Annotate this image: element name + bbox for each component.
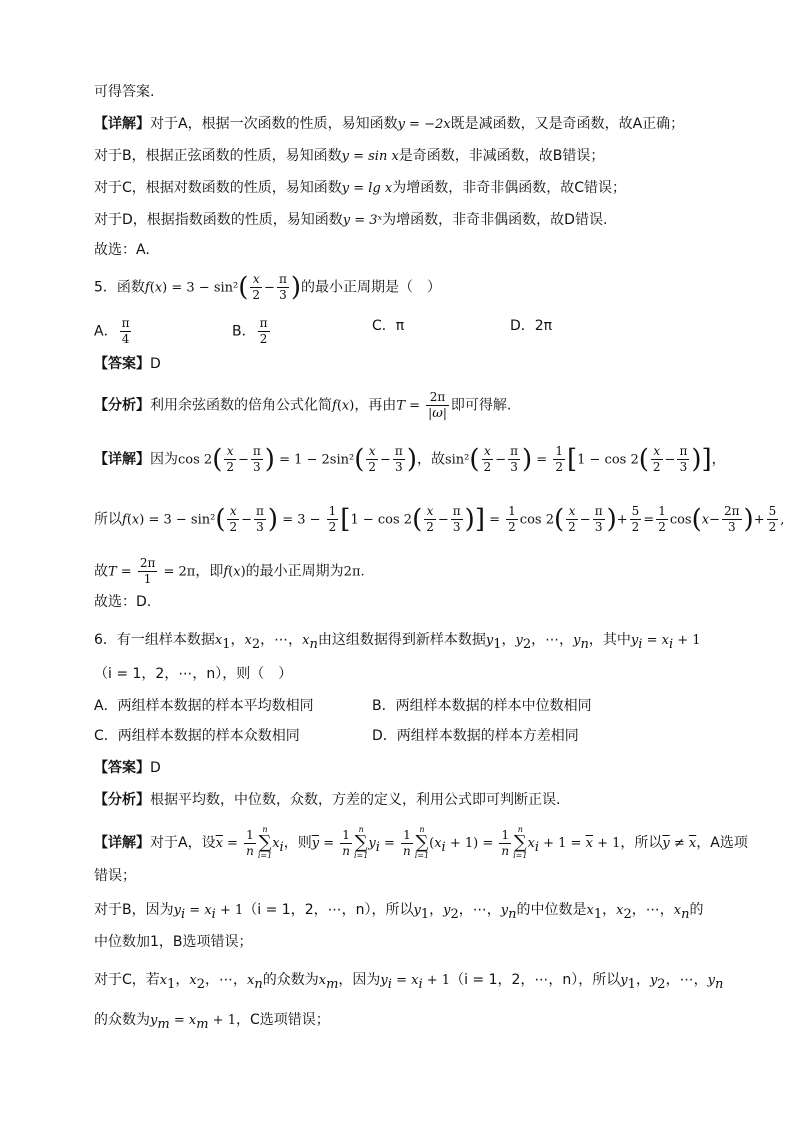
option-b: B． $\frac{\pi}{2}$ [232, 316, 268, 346]
choose-line: 故选：A. [94, 242, 150, 258]
detail-5-line-3: 故T = $\frac{2\pi}{1}$ = 2π，即f(x)的最小正周期为2π. [94, 556, 365, 586]
option-a: A． $\frac{\pi}{4}$ [94, 316, 130, 346]
choose-5: 故选：D. [94, 594, 152, 610]
detail-6-line-4: 中位数加1，B选项错误； [94, 934, 253, 950]
question-5: 5．函数f(x) = 3 − sin²( $\frac{x}{2}$ − $\frac{\pi}{3}$ )的最小正周期是（ ） [94, 272, 441, 303]
option-a: A．两组样本数据的样本平均数相同 [94, 698, 314, 714]
option-c: C．两组样本数据的样本众数相同 [94, 728, 300, 744]
question-6-line-2: （i = 1，2，⋯，n），则（ ） [94, 666, 293, 682]
detail-6-line-1: 【详解】对于A，设$\overline{x}$ = $\frac{1}{n}$ n ∑ i=1 $x_i$，则$\overline{y}$ = $\frac{1}{n}$ n ∑ i=1 $y_i$ = $\frac{1}{n}$ n ∑ i=1 $(x_i + 1)$ = $\frac{1}{n}$ n ∑ i=1 $x_i + 1 = \overline{x} + 1$，所以$\overline{y} \ne \overline{x}$，A选项 [94, 825, 748, 860]
detail-6-line-5: 对于C，若$x_1$，$x_2$，⋯，$x_n$的众数为$x_m$，因为$y_i = x_i + 1(i = 1$，2，⋯，n），所以$y_1$，$y_2$，⋯，$y_n$ [94, 972, 724, 992]
answer-5: 【答案】D [94, 356, 161, 372]
text-line: 可得答案. [94, 84, 155, 100]
analysis-5: 【分析】利用余弦函数的倍角公式化简f(x)，再由T = $\frac{2\pi}{|\omega|}$ 即可得解. [94, 390, 512, 421]
option-d: D．两组样本数据的样本方差相同 [372, 728, 579, 744]
detail-6-line-2: 错误； [94, 868, 136, 884]
option-c: C．π [372, 318, 405, 334]
detail-line-d: 对于D，根据指数函数的性质，易知函数y = 3ˣ为增函数，非奇非偶函数，故D错误. [94, 212, 608, 228]
option-d: D．2π [510, 318, 553, 334]
analysis-6: 【分析】根据平均数，中位数，众数，方差的定义，利用公式即可判断正误. [94, 792, 561, 808]
detail-6-line-6: 的众数为$y_m = x_m + 1$，C选项错误； [94, 1012, 330, 1032]
answer-6: 【答案】D [94, 760, 161, 776]
detail-line-c: 对于C，根据对数函数的性质，易知函数y = lg x为增函数，非奇非偶函数，故C错误； [94, 180, 627, 196]
detail-5-line-1: 【详解】因为cos 2( $\frac{x}{2}$ − $\frac{\pi}{3}$ ) = 1 − 2sin²( $\frac{x}{2}$ − $\frac{\pi}{3}$ )，故sin²( $\frac{x}{2}$ − $\frac{\pi}{3}$ ) = $\frac{1}{2}$ [1 − cos 2( $\frac{x}{2}$ − $\frac{\pi}{3}$ )]， [94, 444, 726, 475]
detail-line-a: 【详解】对于A，根据一次函数的性质，易知函数y = −2x既是减函数，又是奇函数，故A正确； [94, 116, 685, 132]
question-6-line-1: 6．有一组样本数据$x_1$，$x_2$，⋯，$x_n$由这组数据得到新样本数据$y_1$，$y_2$，⋯，$y_n$，其中$y_i = x_i + 1$ [94, 632, 701, 652]
detail-5-line-2: 所以f(x) = 3 − sin²( $\frac{x}{2}$ − $\frac{\pi}{3}$ ) = 3 − $\frac{1}{2}$ [1 − cos 2( $\frac{x}{2}$ − $\frac{\pi}{3}$ )] = $\frac{1}{2}$ cos 2( $\frac{x}{2}$ − $\frac{\pi}{3}$ )+ $\frac{5}{2}$ = $\frac{1}{2}$ cos(x− $\frac{2\pi}{3}$ )+ $\frac{5}{2}$ , [94, 504, 785, 535]
detail-tag: 【详解】 [94, 116, 150, 132]
detail-6-line-3: 对于B，因为$y_i = x_i + 1(i = 1$，2，⋯，n），所以$y_1$，$y_2$，⋯，$y_n$的中位数是$x_1$，$x_2$，⋯，$x_n$的 [94, 902, 704, 922]
detail-line-b: 对于B，根据正弦函数的性质，易知函数y = sin x是奇函数，非减函数，故B错误； [94, 148, 605, 164]
option-b: B．两组样本数据的样本中位数相同 [372, 698, 592, 714]
